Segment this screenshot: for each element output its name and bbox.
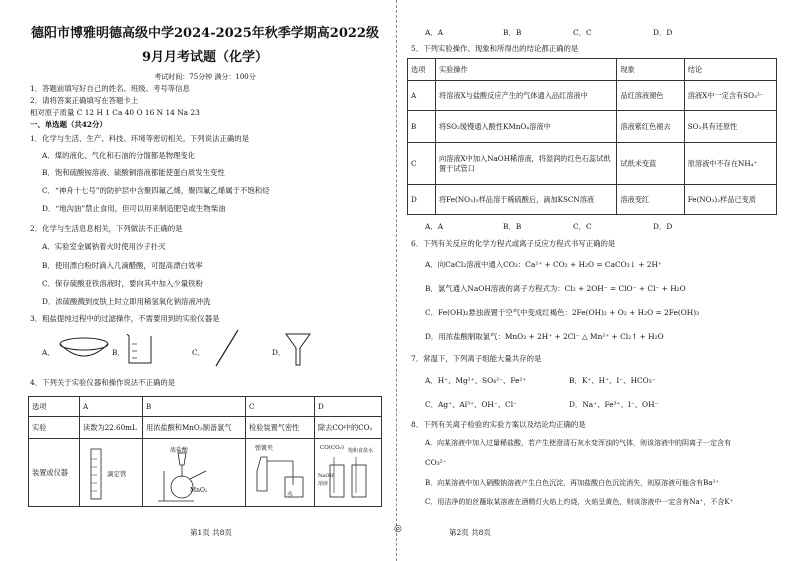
q7-option-b: B．K⁺、H⁺、I⁻、HCO₃⁻ bbox=[569, 376, 656, 385]
q5-row-a-operation: 将溶液X与盐酸反应产生的气体通入品红溶液中 bbox=[435, 81, 616, 111]
q8-option-c: C．用洁净的铂丝蘸取某溶液在酒精灯火焰上灼烧，火焰呈黄色，则该溶液中一定含有Na⁺，不含K⁺ bbox=[425, 498, 734, 506]
page-number-left: 第1页 共8页 bbox=[190, 528, 232, 537]
q1-stem: 1．化学与生活、生产、科技、环境等密切相关。下列说法正确的是 bbox=[30, 134, 250, 143]
saturated-brine-label: 饱和食盐水 bbox=[348, 447, 374, 454]
q8-option-a: A．向某溶液中加入过量稀盐酸，若产生使澄清石灰水变浑浊的气体，则该溶液中的阴离子一定含有 bbox=[425, 439, 732, 447]
q3-stem: 3．粗盐提纯过程中的过滤操作，不需要用到的实验仪器是 bbox=[30, 314, 220, 323]
q5-row-c-conclusion: 原溶液中不存在NH₄⁺ bbox=[684, 143, 776, 185]
left-page bbox=[0, 0, 395, 561]
q5-row-c-option: C bbox=[408, 143, 436, 185]
q4-row-label-option: 选项 bbox=[29, 397, 80, 417]
evaporating-dish-icon bbox=[58, 334, 110, 364]
q8-option-b: B．向某溶液中加入硝酸钠溶液产生白色沉淀，再加盐酸白色沉淀消失，则原溶液可能含有Ba²⁺ bbox=[425, 479, 719, 487]
q5-row-d-conclusion: Fe(NO₃)₂样品已变质 bbox=[684, 185, 776, 215]
q4-experiment-a: 读数为22.60mL bbox=[80, 417, 143, 439]
page-number-right: 第2页 共8页 bbox=[449, 528, 491, 537]
spring-clip-label: 弹簧夹 bbox=[255, 444, 274, 452]
q5-row-a-phenomenon: 品红溶液褪色 bbox=[617, 81, 684, 111]
q8-option-a-cont: CO₃²⁻ bbox=[425, 458, 447, 467]
q5-row-d-operation: 将Fe(NO₃)₂样品溶于稀硫酸后，滴加KSCN溶液 bbox=[435, 185, 616, 215]
q8-stem: 8．下列有关离子检验的实验方案以及结论均正确的是 bbox=[411, 420, 586, 429]
exam-info: 考试时间：75分钟 满分：100分 bbox=[154, 73, 256, 81]
q5-row-c-phenomenon: 试纸未变蓝 bbox=[617, 143, 684, 185]
q4-header-b: B bbox=[143, 397, 246, 417]
q5-option-c: C．C bbox=[573, 222, 592, 231]
note-2: 2．请将答案正确填写在答题卡上 bbox=[30, 96, 139, 105]
q4-row-label-device: 装置或仪器 bbox=[29, 439, 80, 507]
q7-stem: 7．常温下，下列离子组能大量共存的是 bbox=[411, 354, 542, 363]
q4-device-b bbox=[143, 439, 246, 507]
section-title: 一、单选题（共42分） bbox=[30, 120, 107, 129]
q4-device-c bbox=[246, 439, 315, 507]
burette-label: 滴定管 bbox=[107, 469, 127, 478]
water-label: 水 bbox=[287, 490, 294, 498]
q6-option-a: A．向CaCl₂溶液中通入CO₂：Ca²⁺ + CO₂ + H₂O = CaCO₃↓ + 2H⁺ bbox=[425, 260, 662, 269]
q5-row-d-phenomenon: 溶液变红 bbox=[617, 185, 684, 215]
q3-label-a: A． bbox=[42, 348, 55, 357]
q4-header-a: A bbox=[80, 397, 143, 417]
q4-header-c: C bbox=[246, 397, 315, 417]
q5-row-b-operation: 将SO₂缓慢通入酸性KMnO₄溶液中 bbox=[435, 111, 616, 143]
mno2-label: MnO₂ bbox=[190, 486, 208, 494]
beaker-icon bbox=[124, 332, 156, 366]
solution-label: 溶液 bbox=[318, 480, 329, 487]
q5-header-operation: 实验操作 bbox=[435, 59, 616, 81]
atomic-masses: 相对原子质量 C 12 H 1 Ca 40 O 16 N 14 Na 23 bbox=[30, 108, 200, 117]
q4-option-d: D．D bbox=[653, 28, 673, 37]
right-page bbox=[399, 0, 794, 561]
q5-row-b-conclusion: SO₂具有还原性 bbox=[684, 111, 776, 143]
q1-option-c: C．“神舟十七号”的防护层中含聚四氟乙烯，聚四氟乙烯属于不饱和烃 bbox=[42, 186, 270, 195]
naoh-label: NaOH bbox=[318, 472, 334, 479]
q5-row-b-phenomenon: 溶液紫红色褪去 bbox=[617, 111, 684, 143]
q4-experiment-d: 除去CO中的CO₂ bbox=[315, 417, 382, 439]
chlorine-generator-icon bbox=[154, 449, 214, 503]
burette-icon bbox=[85, 447, 107, 501]
q2-option-c: C．保存硫酸亚铁溶液时，要向其中加入少量铁粉 bbox=[42, 279, 203, 288]
conc-hcl-label: 浓盐酸 bbox=[170, 446, 189, 454]
q7-option-c: C．Ag⁺、Al³⁺、OH⁻、Cl⁻ bbox=[425, 400, 518, 409]
q3-label-c: C． bbox=[192, 348, 206, 357]
q5-option-b: B．B bbox=[503, 222, 522, 231]
q4-header-d: D bbox=[315, 397, 382, 417]
glass-rod-icon bbox=[210, 328, 244, 368]
q5-row-a-option: A bbox=[408, 81, 436, 111]
q1-option-b: B．饱和硫酸铵溶液、硫酸铜溶液都能使蛋白质发生变性 bbox=[42, 168, 225, 177]
q4-option-a: A．A bbox=[425, 28, 444, 37]
q2-option-d: D．浓硫酸溅到皮肤上时立即用稀氢氧化钠溶液冲洗 bbox=[42, 297, 211, 306]
q4-option-c: C．C bbox=[573, 28, 592, 37]
q4-table bbox=[28, 396, 382, 507]
q1-option-d: D．“地沟油”禁止食用，但可以用来制造肥皂或生物柴油 bbox=[42, 204, 226, 213]
q5-stem: 5．下列实验操作、现象和所得出的结论都正确的是 bbox=[411, 44, 579, 53]
q7-option-a: A．H⁺、Mg²⁺、SO₄²⁻、Fe²⁺ bbox=[425, 376, 527, 385]
q5-table bbox=[407, 58, 777, 215]
q6-option-b: B．氯气通入NaOH溶液的离子方程式为：Cl₂ + 2OH⁻ = ClO⁻ + Cl⁻ + H₂O bbox=[425, 284, 686, 293]
exam-title-line2: 9月月考试题（化学） bbox=[141, 50, 269, 65]
q5-row-c-operation: 向溶液X中加入NaOH稀溶液，将湿润的红色石蕊试纸置于试管口 bbox=[435, 143, 616, 185]
q2-option-a: A．实验室金属钠着火时使用沙子扑灭 bbox=[42, 242, 166, 251]
q2-option-b: B．使用漂白粉时滴入几滴醋酸，可提高漂白效率 bbox=[42, 261, 203, 270]
q5-row-b-option: B bbox=[408, 111, 436, 143]
q4-stem: 4．下列关于实验仪器和操作说法不正确的是 bbox=[30, 378, 176, 387]
q2-stem: 2．化学与生活息息相关，下列做法不正确的是 bbox=[30, 224, 183, 233]
co-co2-label: CO(CO₂) bbox=[320, 444, 344, 451]
q7-option-d: D．Na⁺、Fe³⁺、I⁻、OH⁻ bbox=[569, 400, 659, 409]
q4-option-b: B．B bbox=[503, 28, 522, 37]
funnel-icon bbox=[284, 332, 312, 366]
q5-row-a-conclusion: 溶液X中一定含有SO₃²⁻ bbox=[684, 81, 776, 111]
q4-row-label-experiment: 实验 bbox=[29, 417, 80, 439]
q5-row-d-option: D bbox=[408, 185, 436, 215]
q3-label-d: D． bbox=[272, 348, 286, 357]
q5-option-d: D．D bbox=[653, 222, 673, 231]
q5-header-phenomenon: 现象 bbox=[617, 59, 684, 81]
q3-label-b: B． bbox=[112, 348, 125, 357]
binding-circle-icon: ◎ bbox=[394, 524, 402, 534]
q6-option-d: D．用浓盐酸制取氯气：MnO₂ + 2H⁺ + 2Cl⁻ △ Mn²⁺ + Cl₂↑ + H₂O bbox=[425, 332, 664, 341]
q4-device-a bbox=[80, 439, 143, 507]
q6-option-c: C．Fe(OH)₂悬浊液置于空气中变成红褐色：2Fe(OH)₂ + O₂ + H₂O = 2Fe(OH)₃ bbox=[425, 308, 700, 317]
q5-option-a: A．A bbox=[425, 222, 444, 231]
q4-experiment-b: 用浓盐酸和MnO₂制备氯气 bbox=[143, 417, 246, 439]
airtightness-apparatus-icon bbox=[253, 451, 309, 501]
q4-experiment-c: 检验装置气密性 bbox=[246, 417, 315, 439]
q5-header-option: 选项 bbox=[408, 59, 436, 81]
note-1: 1．答题前填写好自己的姓名、班级、考号等信息 bbox=[30, 84, 190, 93]
exam-title-line1: 德阳市博雅明德高级中学2024-2025年秋季学期高2022级 bbox=[31, 26, 379, 41]
q1-option-a: A．煤的液化、气化和石油的分馏都是物理变化 bbox=[42, 151, 196, 160]
page-fold-line bbox=[396, 0, 397, 561]
q6-stem: 6．下列有关反应的化学方程式或离子反应方程式书写正确的是 bbox=[411, 239, 616, 248]
q5-header-conclusion: 结论 bbox=[684, 59, 776, 81]
q4-device-d bbox=[315, 439, 382, 507]
